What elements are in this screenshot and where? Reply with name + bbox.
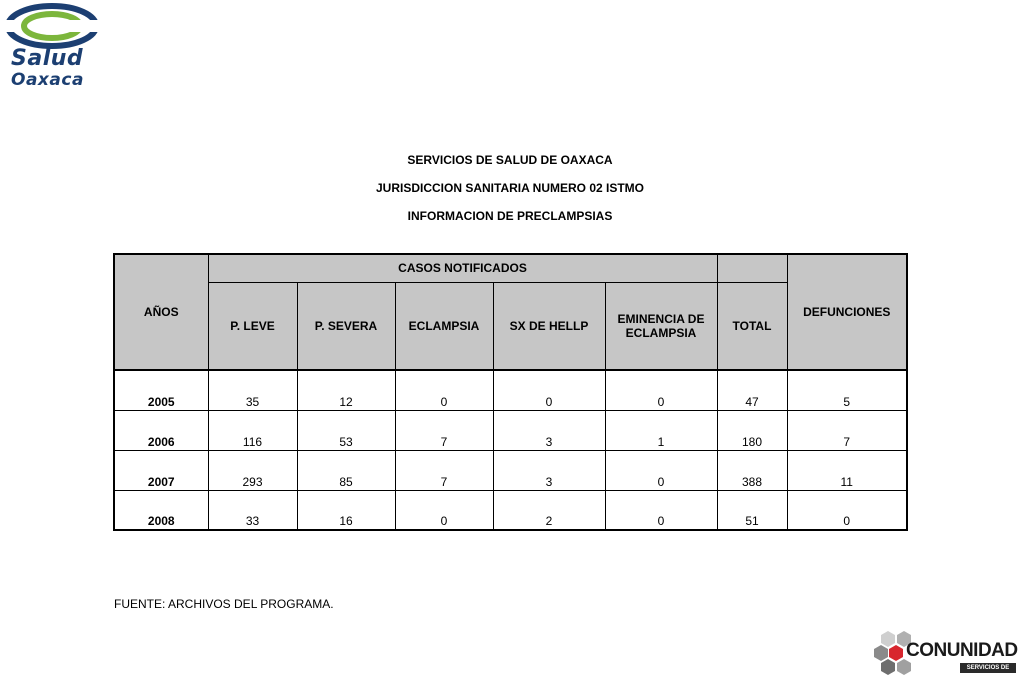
conunidad-subtitle: SERVICIOS DE SALUD bbox=[960, 663, 1016, 673]
cases-group-header: CASOS NOTIFICADOS bbox=[208, 254, 717, 282]
col-header-hellp: SX DE HELLP bbox=[493, 282, 605, 370]
cell-eminencia: 0 bbox=[605, 450, 717, 490]
cell-p-severa: 16 bbox=[297, 490, 395, 530]
table-row bbox=[114, 490, 907, 530]
cell-defunciones: 11 bbox=[787, 450, 907, 490]
cell-eclampsia: 7 bbox=[395, 450, 493, 490]
cell-defunciones: 0 bbox=[787, 490, 907, 530]
cell-eclampsia: 0 bbox=[395, 490, 493, 530]
cell-p-leve: 33 bbox=[208, 490, 297, 530]
cell-p-severa: 85 bbox=[297, 450, 395, 490]
logo-word-oaxaca: Oaxaca bbox=[11, 70, 84, 90]
preeclampsia-table bbox=[113, 253, 908, 531]
jurisdiction-heading: JURISDICCION SANITARIA NUMERO 02 ISTMO bbox=[375, 181, 645, 195]
salud-oaxaca-logo bbox=[4, 2, 104, 94]
cell-eminencia: 0 bbox=[605, 370, 717, 410]
cell-defunciones: 7 bbox=[787, 410, 907, 450]
cell-p-leve: 293 bbox=[208, 450, 297, 490]
cell-total: 388 bbox=[717, 450, 787, 490]
cell-year: 2008 bbox=[114, 490, 208, 530]
salud-swirl-icon bbox=[4, 2, 104, 50]
source-note: FUENTE: ARCHIVOS DEL PROGRAMA. bbox=[114, 597, 334, 611]
subject-heading: INFORMACION DE PRECLAMPSIAS bbox=[407, 209, 613, 223]
total-group-spacer bbox=[717, 254, 787, 282]
cell-eminencia: 1 bbox=[605, 410, 717, 450]
cell-defunciones: 5 bbox=[787, 370, 907, 410]
cell-p-leve: 35 bbox=[208, 370, 297, 410]
col-header-p-severa: P. SEVERA bbox=[297, 282, 395, 370]
conunidad-logo bbox=[874, 630, 1020, 680]
cell-total: 180 bbox=[717, 410, 787, 450]
table-row bbox=[114, 410, 907, 450]
col-header-total: TOTAL bbox=[717, 282, 787, 370]
cell-hellp: 0 bbox=[493, 370, 605, 410]
col-header-eminencia: EMINENCIA DE ECLAMPSIA bbox=[605, 282, 717, 370]
cell-eminencia: 0 bbox=[605, 490, 717, 530]
cell-total: 47 bbox=[717, 370, 787, 410]
cell-year: 2007 bbox=[114, 450, 208, 490]
col-header-p-leve: P. LEVE bbox=[208, 282, 297, 370]
table-row bbox=[114, 370, 907, 410]
conunidad-wordmark: CONUNIDAD bbox=[906, 640, 1018, 661]
cell-hellp: 2 bbox=[493, 490, 605, 530]
cell-p-leve: 116 bbox=[208, 410, 297, 450]
cell-p-severa: 12 bbox=[297, 370, 395, 410]
cell-total: 51 bbox=[717, 490, 787, 530]
table-row bbox=[114, 450, 907, 490]
cell-hellp: 3 bbox=[493, 450, 605, 490]
cell-eclampsia: 7 bbox=[395, 410, 493, 450]
years-header: AÑOS bbox=[114, 254, 208, 370]
cell-p-severa: 53 bbox=[297, 410, 395, 450]
title-heading: SERVICIOS DE SALUD DE OAXACA bbox=[407, 153, 613, 167]
cell-hellp: 3 bbox=[493, 410, 605, 450]
deaths-header: DEFUNCIONES bbox=[787, 254, 907, 370]
cell-year: 2005 bbox=[114, 370, 208, 410]
logo-word-salud: Salud bbox=[11, 46, 84, 71]
cell-eclampsia: 0 bbox=[395, 370, 493, 410]
col-header-eclampsia: ECLAMPSIA bbox=[395, 282, 493, 370]
cell-year: 2006 bbox=[114, 410, 208, 450]
